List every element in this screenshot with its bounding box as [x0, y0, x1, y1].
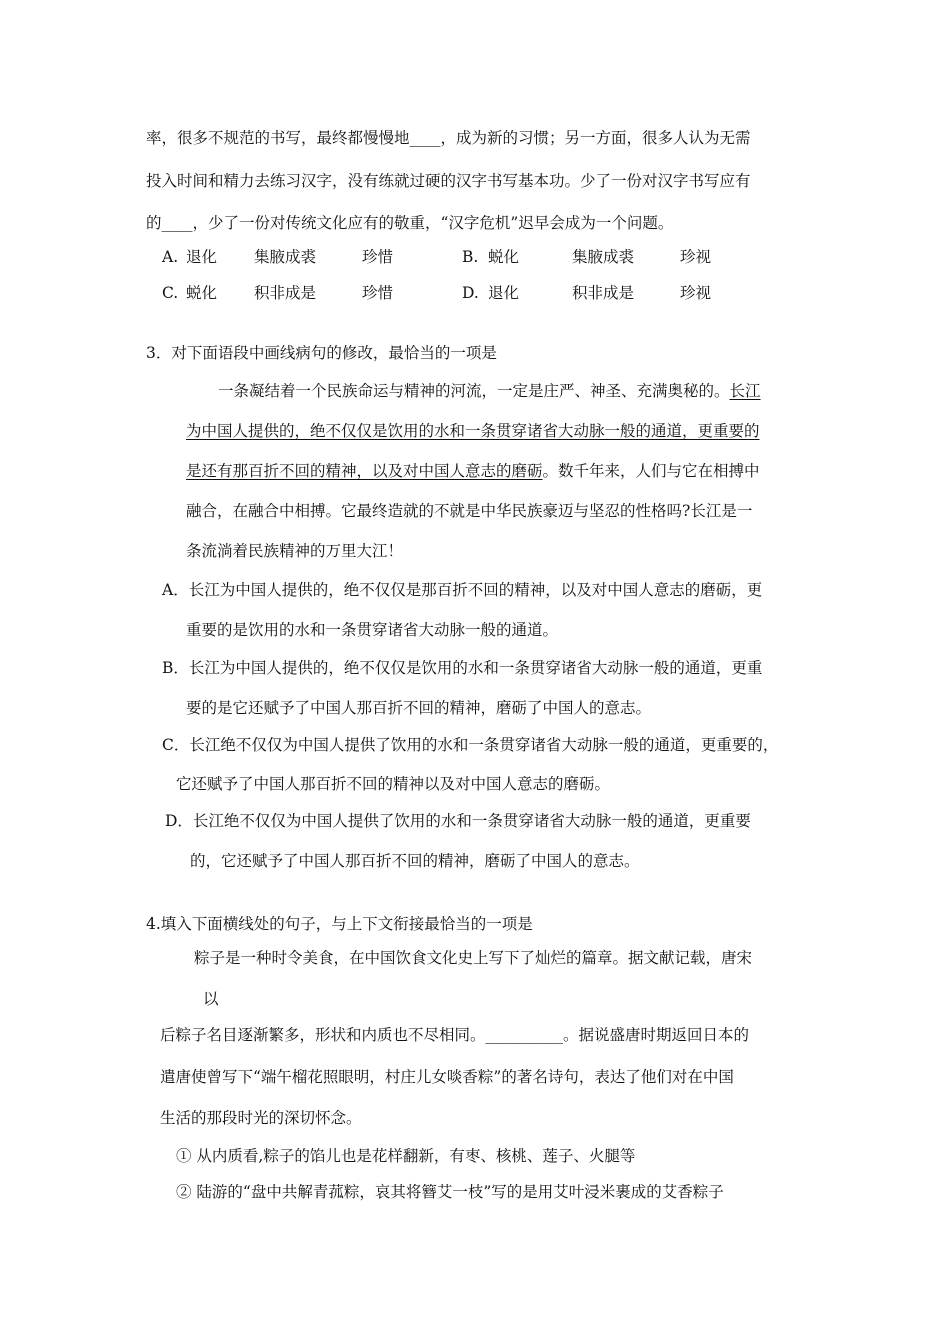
q2-line-2: 投入时间和精力去练习汉字，没有练就过硬的汉字书写基本功。少了一份对汉字书写应有 — [146, 172, 751, 190]
q3-passage-text: 一条凝结着一个民族命运与精神的河流，一定是庄严、神圣、充满奥秘的。 — [218, 382, 730, 400]
q3-option-C-line-1: C．长江绝不仅仅为中国人提供了饮用的水和一条贯穿诸省大动脉一般的通道，更重要的， — [162, 736, 779, 754]
q4-option-2[interactable]: ② 陆游的“盘中共解青菰粽，哀其将簪艾一枝”写的是用艾叶浸米裹成的艾香粽子 — [176, 1183, 724, 1201]
q3-option-D-line-2: 的，它还赋予了中国人那百折不回的精神，磨砺了中国人的意志。 — [190, 852, 640, 870]
q2-line-3: 的____，少了一份对传统文化应有的敬重，“汉字危机”迟早会成为一个问题。 — [146, 214, 674, 232]
q4-passage-line-4: 生活的那段时光的深切怀念。 — [160, 1109, 362, 1127]
q2-option-D-label: D. — [462, 284, 479, 302]
q2-option-C-word2: 积非成是 — [254, 284, 317, 302]
q3-option-B-line-1: B．长江为中国人提供的，绝不仅仅是饮用的水和一条贯穿诸省大动脉一般的通道，更重 — [162, 659, 763, 677]
q3-passage-text-cont: 。数千年来，人们与它在相搏中 — [542, 462, 760, 480]
q2-option-C-word1: 蜕化 — [186, 284, 218, 302]
q3-passage-line-3 — [186, 461, 760, 481]
q4-passage-line-2: 后粽子名目逐渐繁多，形状和内质也不尽相同。__________。据说盛唐时期返回日本的 — [160, 1026, 750, 1044]
q3-underlined-text-end: 是还有那百折不回的精神，以及对中国人意志的磨砺 — [186, 462, 543, 480]
q2-option-B-word1: 蜕化 — [488, 248, 520, 266]
q3-option-B-line-2: 要的是它还赋予了中国人那百折不回的精神，磨砺了中国人的意志。 — [186, 699, 652, 717]
q2-line-1: 率，很多不规范的书写，最终都慢慢地____，成为新的习惯；另一方面，很多人认为无需 — [146, 129, 751, 147]
q2-option-D-word2: 积非成是 — [572, 284, 635, 302]
q2-option-B-label: B. — [462, 248, 479, 266]
q3-passage-line-1 — [218, 381, 761, 401]
q2-option-C-word3: 珍惜 — [362, 284, 394, 302]
q2-option-B-word3: 珍视 — [680, 248, 712, 266]
q2-option-A-label: A. — [162, 248, 179, 266]
q4-passage-line-3: 遣唐使曾写下“端午榴花照眼明，村庄儿女啖香粽”的著名诗句，表达了他们对在中国 — [160, 1068, 734, 1086]
q3-passage-line-4: 融合，在融合中相搏。它最终造就的不就是中华民族豪迈与坚忍的性格吗?长江是一 — [186, 502, 753, 520]
q4-passage-line-1b: 以 — [203, 990, 219, 1008]
q2-option-A-word1: 退化 — [186, 248, 218, 266]
q3-title: 3．对下面语段中画线病句的修改，最恰当的一项是 — [146, 344, 497, 362]
q3-option-C-line-2: 它还赋予了中国人那百折不回的精神以及对中国人意志的磨砺。 — [176, 775, 611, 793]
q4-passage-line-1: 粽子是一种时令美食，在中国饮食文化史上写下了灿烂的篇章。据文献记载，唐宋 — [194, 949, 753, 967]
q3-option-D-line-1: D．长江绝不仅仅为中国人提供了饮用的水和一条贯穿诸省大动脉一般的通道，更重要 — [165, 812, 751, 830]
q2-option-B-word2: 集腋成裘 — [572, 248, 635, 266]
q2-option-C-label: C. — [162, 284, 179, 302]
q4-title: 4.填入下面横线处的句子，与上下文衔接最恰当的一项是 — [146, 915, 533, 933]
q4-option-1[interactable]: ① 从内质看,粽子的馅儿也是花样翻新，有枣、核桃、莲子、火腿等 — [176, 1147, 636, 1165]
q3-option-A-line-1: A．长江为中国人提供的，绝不仅仅是那百折不回的精神，以及对中国人意志的磨砺，更 — [162, 581, 763, 599]
q3-underlined-text: 长江 — [729, 382, 761, 400]
q3-option-A-line-2: 重要的是饮用的水和一条贯穿诸省大动脉一般的通道。 — [186, 621, 559, 639]
q2-option-D-word1: 退化 — [488, 284, 520, 302]
q3-passage-line-2: 为中国人提供的，绝不仅仅是饮用的水和一条贯穿诸省大动脉一般的通道，更重要的 — [186, 422, 760, 440]
q2-option-D-word3: 珍视 — [680, 284, 712, 302]
q3-passage-line-5: 条流淌着民族精神的万里大江！ — [186, 542, 404, 560]
q2-option-A-word3: 珍惜 — [362, 248, 394, 266]
q2-option-A-word2: 集腋成裘 — [254, 248, 317, 266]
